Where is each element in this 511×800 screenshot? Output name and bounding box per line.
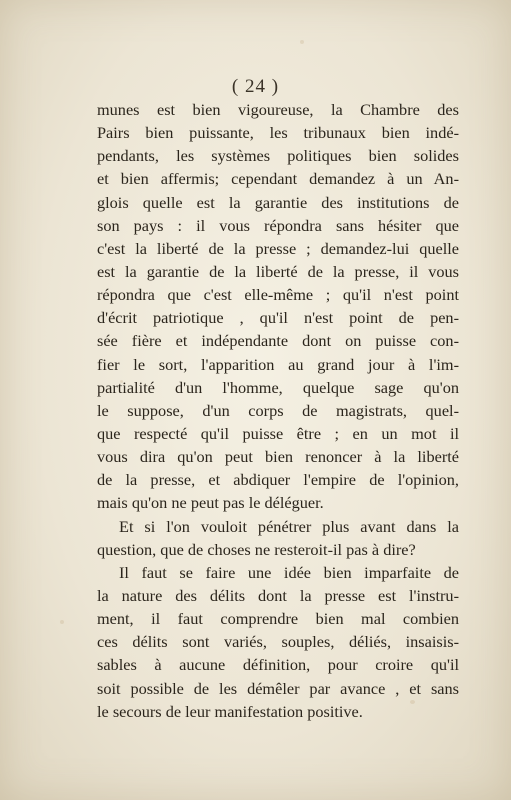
text-line: le secours de leur manifestation positive.: [97, 701, 363, 721]
text-line: sée fière et indépendante dont on puisse con-: [97, 331, 459, 351]
text-line: répondra que c'est elle-même ; qu'il n'est point: [97, 285, 459, 305]
text-line: fier le sort, l'apparition au grand jour à l'im-: [97, 354, 459, 374]
text-line: glois quelle est la garantie des institutions de: [97, 192, 459, 212]
foxing-spot: [300, 40, 304, 44]
text-line: munes est bien vigoureuse, la Chambre des: [97, 100, 459, 119]
page-number: ( 24 ): [231, 76, 280, 97]
text-line: Et si l'on vouloit pénétrer plus avant dans la: [119, 516, 459, 536]
text-line: pendants, les systèmes politiques bien solides: [97, 146, 459, 166]
text-line: mais qu'on ne peut pas le déléguer.: [97, 493, 324, 513]
text-line: c'est la liberté de la presse ; demandez-lui quelle: [97, 238, 459, 258]
text-line: le suppose, d'un corps de magistrats, quel-: [97, 400, 459, 420]
text-line: soit possible de les démêler par avance , et sans: [97, 678, 459, 698]
text-line: vous dira qu'on peut bien renoncer à la liberté: [97, 447, 459, 467]
text-line: question, que de choses ne resteroit-il pas à dire?: [97, 539, 416, 559]
text-line: partialité d'un l'homme, quelque sage qu'on: [97, 377, 459, 397]
page-body-text: [97, 98, 459, 723]
text-line: Pairs bien puissante, les tribunaux bien indé-: [97, 123, 459, 143]
foxing-spot: [60, 620, 64, 624]
text-line: que respecté qu'il puisse être ; en un mot il: [97, 423, 459, 443]
text-line: son pays : il vous répondra sans hésiter que: [97, 215, 459, 235]
text-line: est la garantie de la liberté de la presse, il vous: [97, 261, 459, 281]
text-line: ment, il faut comprendre bien mal combien: [97, 609, 459, 629]
text-line: de la presse, et abdiquer l'empire de l'opinion,: [97, 470, 459, 490]
text-line: ces délits sont variés, souples, déliés, insaisis-: [97, 632, 459, 652]
text-line: Il faut se faire une idée bien imparfaite de: [119, 562, 459, 582]
text-line: d'écrit patriotique , qu'il n'est point de pen-: [97, 308, 459, 328]
text-line: sables à aucune définition, pour croire qu'il: [97, 655, 459, 675]
text-line: la nature des délits dont la presse est l'instru-: [97, 585, 459, 605]
text-line: et bien affermis; cependant demandez à un An-: [97, 169, 459, 189]
